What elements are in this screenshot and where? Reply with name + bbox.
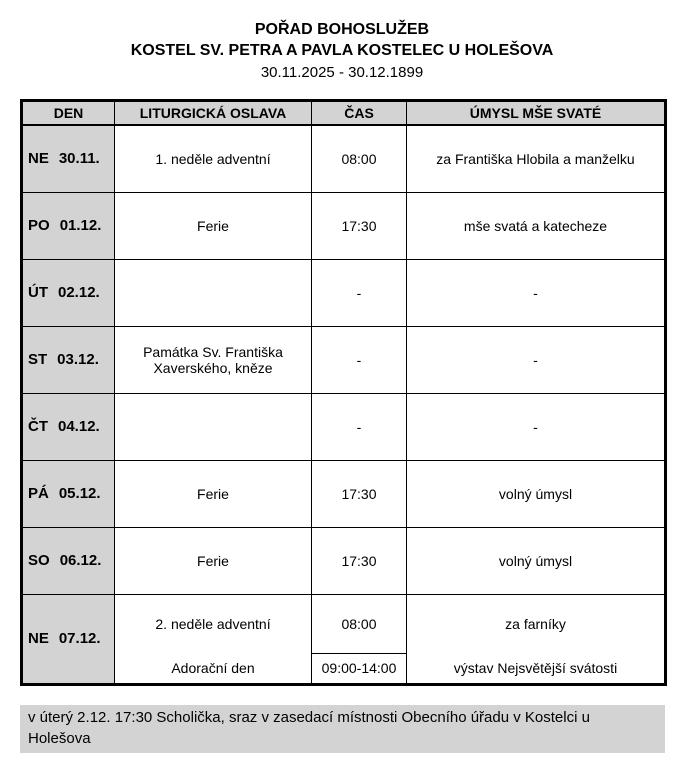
celebration-cell (115, 393, 312, 460)
day-date: 07.12. (58, 630, 101, 647)
footer-note: v úterý 2.12. 17:30 Scholička, sraz v zasedací místnosti Obecního úřadu v Kostelci u Holešova (20, 705, 665, 753)
title-line-2: KOSTEL SV. PETRA A PAVLA KOSTELEC U HOLEŠOVA (130, 42, 554, 59)
time-cell: - (312, 393, 407, 460)
day-date: 01.12. (59, 217, 102, 234)
celebration-cell (115, 594, 312, 684)
time-cell: 17:30 (312, 460, 407, 527)
celebration-cell: Ferie (115, 527, 312, 594)
celebration-cell: Ferie (115, 460, 312, 527)
celebration-cell-sub: Adorační den (171, 660, 255, 676)
day-cell (22, 393, 115, 460)
header-cas: ČAS (312, 101, 407, 126)
day-abbr: PÁ (28, 485, 49, 502)
table-row (22, 125, 666, 192)
day-abbr: ČT (28, 418, 48, 435)
intention-cell: - (407, 259, 666, 326)
day-abbr: ST (28, 351, 48, 368)
day-abbr: NE (28, 150, 49, 168)
day-abbr: PO (28, 217, 50, 234)
intention-cell-main: za farníky (505, 616, 566, 632)
celebration-cell: 1. neděle adventní (115, 125, 312, 192)
schedule-table (20, 99, 667, 686)
table-row (22, 527, 666, 594)
time-cell-sub: 09:00-14:00 (312, 653, 406, 683)
header-umysl-mse-svate: ÚMYSL MŠE SVATÉ (407, 101, 666, 126)
table-row (22, 393, 666, 460)
schedule-table-header (22, 101, 666, 126)
day-cell (22, 326, 115, 393)
intention-cell: za Františka Hlobila a manželku (407, 125, 666, 192)
table-row (22, 594, 666, 684)
time-cell: - (312, 259, 407, 326)
day-date: 04.12. (58, 418, 100, 435)
day-abbr: ÚT (28, 284, 48, 301)
table-row (22, 259, 666, 326)
header-liturgicka-oslava: LITURGICKÁ OSLAVA (115, 101, 312, 126)
date-range: 30.11.2025 - 30.12.1899 (260, 64, 424, 81)
schedule-body (22, 125, 666, 684)
intention-cell: volný úmysl (407, 527, 666, 594)
document-header (0, 0, 684, 83)
day-date: 05.12. (58, 485, 101, 502)
intention-cell: - (407, 393, 666, 460)
day-cell (22, 259, 115, 326)
time-cell (312, 594, 407, 684)
intention-cell: volný úmysl (407, 460, 666, 527)
day-abbr: SO (28, 552, 50, 569)
day-date: 30.11. (58, 150, 100, 168)
header-den: DEN (22, 101, 115, 126)
table-row (22, 326, 666, 393)
title-line-1: POŘAD BOHOSLUŽEB (254, 21, 430, 38)
time-cell: 17:30 (312, 192, 407, 259)
time-cell-main: 08:00 (341, 615, 377, 632)
intention-cell-sub: výstav Nejsvětější svátosti (453, 660, 618, 676)
table-row (22, 192, 666, 259)
intention-cell (407, 594, 666, 684)
day-cell (22, 527, 115, 594)
time-cell: - (312, 326, 407, 393)
day-abbr: NE (28, 630, 49, 647)
time-cell: 17:30 (312, 527, 407, 594)
intention-cell: mše svatá a katecheze (407, 192, 666, 259)
header-row (22, 101, 666, 126)
table-row (22, 460, 666, 527)
day-cell (22, 594, 115, 684)
day-date: 02.12. (58, 284, 100, 301)
day-cell (22, 460, 115, 527)
day-cell (22, 192, 115, 259)
intention-cell: - (407, 326, 666, 393)
day-cell (22, 125, 115, 192)
celebration-cell-main: 2. neděle adventní (155, 616, 271, 632)
celebration-cell (115, 259, 312, 326)
time-cell: 08:00 (312, 125, 407, 192)
day-date: 06.12. (59, 552, 102, 569)
celebration-cell: Památka Sv. Františka Xaverského, kněze (115, 326, 312, 393)
day-date: 03.12. (57, 351, 99, 368)
celebration-cell: Ferie (115, 192, 312, 259)
